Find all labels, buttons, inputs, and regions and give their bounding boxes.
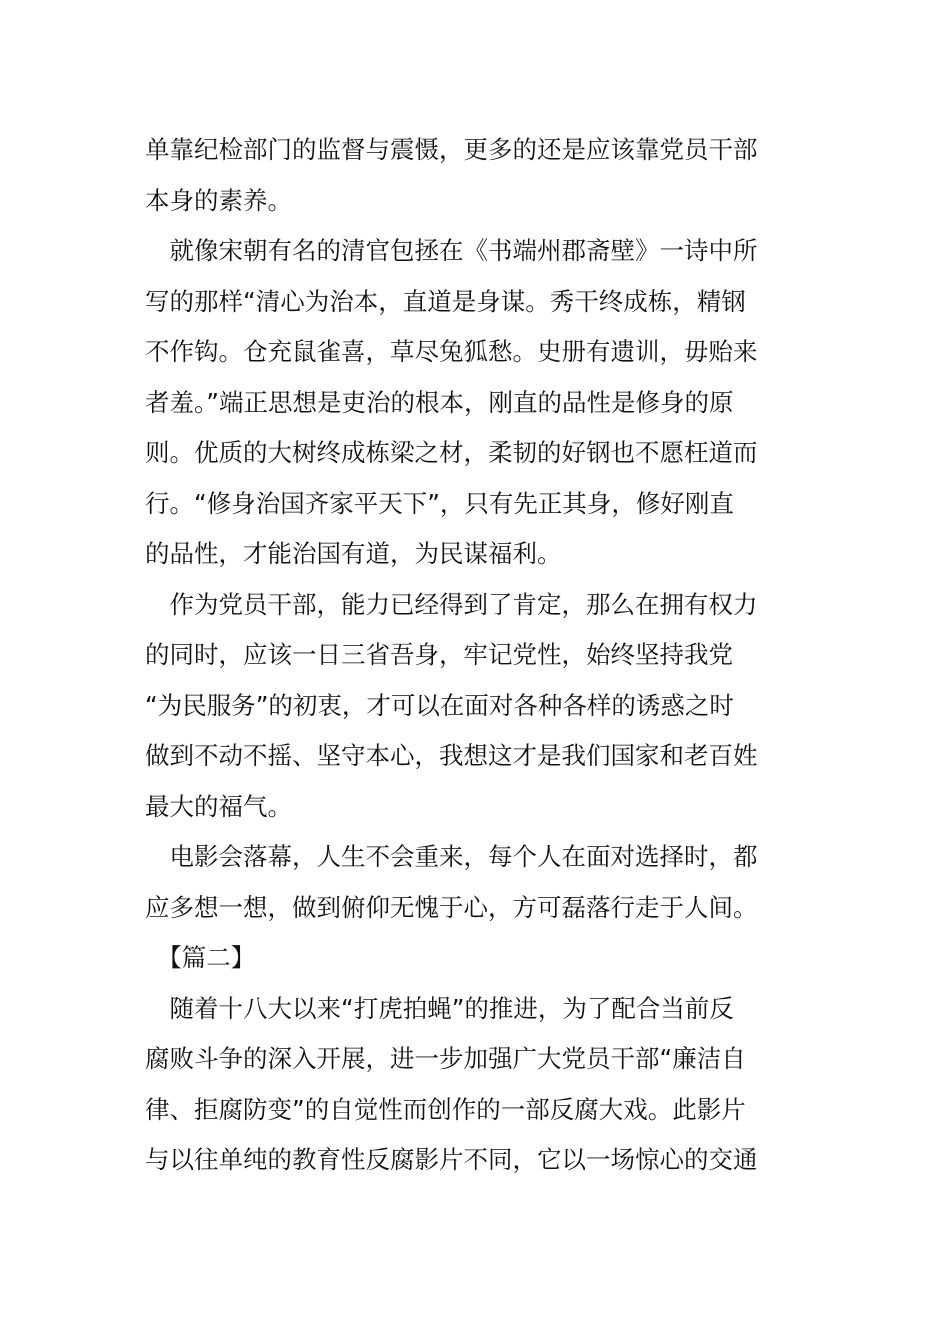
document-body — [145, 125, 805, 1186]
text-line: 律、拒腐防变”的自觉性而创作的一部反腐大戏。此影片 — [145, 1094, 746, 1124]
text-line: 单靠纪检部门的监督与震慑，更多的还是应该靠党员干部 — [145, 135, 758, 164]
text-line: 本身的素养。 — [145, 185, 292, 215]
text-line: 随着十八大以来“打虎拍蝇”的推进，为了配合当前反 — [145, 993, 734, 1023]
text-line: 的品性，才能治国有道，为民谋福利。 — [145, 539, 562, 568]
text-line: 就像宋朝有名的清官包拯在《书端州郡斋壁》一诗中所 — [145, 236, 758, 265]
text-line: 则。优质的大树终成栋梁之材，柔韧的好钢也不愿枉道而 — [145, 438, 758, 467]
text-line: 最大的福气。 — [145, 791, 292, 821]
text-line: 的同时，应该一日三省吾身，牢记党性，始终坚持我党 — [145, 640, 733, 669]
text-line: 【篇二】 — [145, 943, 256, 972]
text-line: 写的那样“清心为治本，直道是身谋。秀干终成栋，精钢 — [145, 286, 746, 316]
text-line: 者羞。”端正思想是吏治的根本，刚直的品性是修身的原 — [145, 387, 734, 417]
text-line: 腐败斗争的深入开展，进一步加强广大党员干部“廉洁自 — [145, 1044, 746, 1073]
text-line: “为民服务”的初衷，才可以在面对各种各样的诱惑之时 — [145, 690, 734, 720]
text-line: 做到不动不摇、坚守本心，我想这才是我们国家和老百姓 — [145, 741, 758, 770]
text-line: 不作钩。仓充鼠雀喜，草尽兔狐愁。史册有遗训，毋贻来 — [145, 337, 758, 366]
text-line: 应多想一想，做到俯仰无愧于心，方可磊落行走于人间。 — [145, 892, 758, 922]
text-line: 电影会落幕，人生不会重来，每个人在面对选择时，都 — [145, 842, 758, 871]
text-line: 行。“修身治国齐家平天下”，只有先正其身，修好刚直 — [145, 488, 734, 518]
text-line: 与以往单纯的教育性反腐影片不同，它以一场惊心的交通 — [145, 1145, 758, 1174]
text-line: 作为党员干部，能力已经得到了肯定，那么在拥有权力 — [145, 589, 758, 619]
